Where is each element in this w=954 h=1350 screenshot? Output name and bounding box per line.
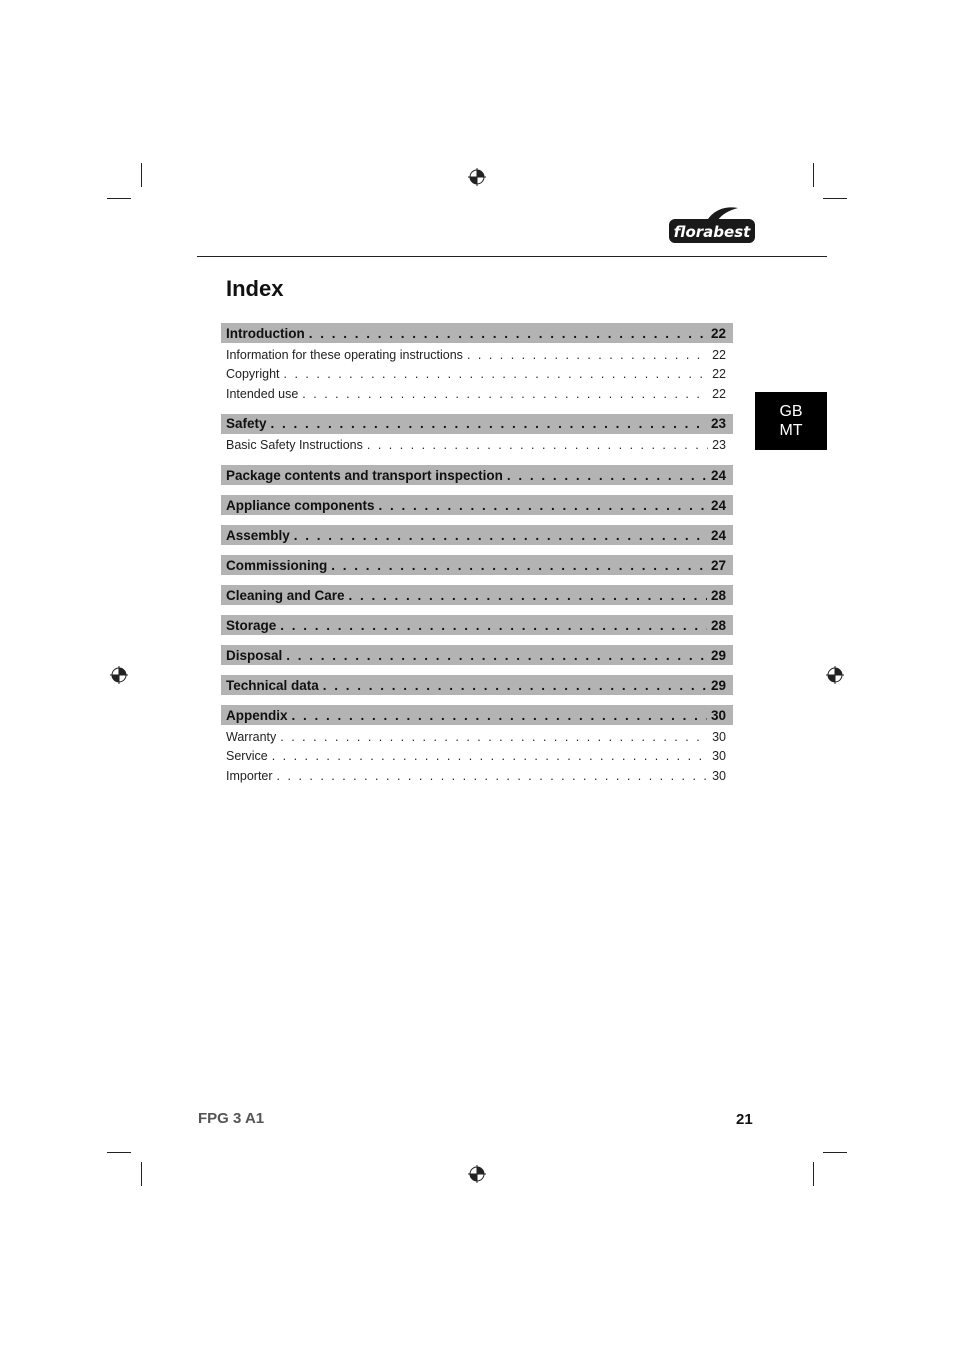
toc-entry-page: 30 [712, 729, 726, 744]
header-rule [197, 256, 827, 257]
toc-section [221, 615, 733, 635]
toc-section-heading[interactable] [221, 645, 733, 665]
toc-entry-label: Information for these operating instructions [226, 347, 463, 362]
toc-heading-page: 22 [710, 325, 726, 341]
dot-leader [507, 468, 707, 483]
model-number: FPG 3 A1 [198, 1110, 265, 1127]
toc-heading-label: Cleaning and Care [226, 587, 345, 603]
crop-mark [813, 1162, 814, 1186]
registration-mark-icon [468, 1165, 486, 1183]
toc-heading-label: Introduction [226, 325, 305, 341]
toc-section-heading[interactable] [221, 705, 733, 725]
toc-section-heading[interactable] [221, 555, 733, 575]
toc-heading-label: Commissioning [226, 557, 328, 573]
toc-section-heading[interactable] [221, 414, 733, 434]
toc-heading-label: Safety [226, 416, 267, 431]
toc-entry-label: Copyright [226, 367, 280, 382]
dot-leader [302, 387, 708, 401]
toc-heading-label: Disposal [226, 647, 283, 663]
page-title: Index [226, 276, 284, 301]
toc-section-heading[interactable] [221, 675, 733, 695]
crop-mark [823, 198, 847, 199]
toc-section [221, 675, 733, 695]
toc-section [221, 585, 733, 605]
toc-heading-label: Assembly [226, 527, 290, 543]
toc-subsection-entry[interactable] [221, 384, 733, 404]
toc-subsection-list [221, 725, 733, 786]
dot-leader [271, 416, 707, 431]
toc-entry-label: Intended use [226, 386, 299, 401]
toc-subsection-entry[interactable] [221, 436, 733, 456]
logo-wordmark: florabest [673, 223, 751, 241]
crop-mark [107, 1152, 131, 1153]
toc-subsection-entry[interactable] [221, 345, 733, 365]
toc-heading-page: 28 [710, 587, 726, 603]
toc-section-heading[interactable] [221, 525, 733, 545]
toc-heading-label: Package contents and transport inspection [226, 467, 503, 483]
dot-leader [280, 730, 708, 744]
toc-section [221, 555, 733, 575]
toc-entry-page: 22 [712, 367, 726, 382]
dot-leader [331, 558, 707, 573]
toc-heading-page: 29 [710, 677, 726, 693]
toc-entry-page: 30 [712, 749, 726, 764]
toc-entry-label: Importer [226, 768, 273, 783]
toc-heading-label: Appendix [226, 707, 288, 723]
language-code-gb: GB [779, 403, 803, 420]
toc-heading-page: 24 [710, 527, 726, 543]
toc-heading-page: 24 [710, 497, 726, 513]
registration-mark-icon [826, 666, 844, 684]
toc-heading-page: 27 [710, 557, 726, 573]
toc-section-heading[interactable] [221, 585, 733, 605]
toc-subsection-entry[interactable] [221, 727, 733, 747]
toc-subsection-list [221, 343, 733, 404]
dot-leader [323, 678, 707, 693]
dot-leader [379, 498, 707, 513]
dot-leader [367, 438, 708, 452]
toc-entry-label: Service [226, 749, 268, 764]
language-tab [755, 392, 827, 450]
toc-section [221, 495, 733, 515]
dot-leader [284, 367, 709, 381]
dot-leader [277, 769, 709, 783]
dot-leader [294, 528, 707, 543]
crop-mark [141, 163, 142, 187]
toc-subsection-entry[interactable] [221, 365, 733, 385]
toc-entry-page: 23 [712, 438, 726, 453]
crop-mark [107, 198, 131, 199]
toc-section [221, 645, 733, 665]
page-number: 21 [736, 1111, 753, 1128]
dot-leader [309, 326, 707, 341]
registration-mark-icon [468, 168, 486, 186]
toc-section-heading[interactable] [221, 615, 733, 635]
crop-mark [141, 1162, 142, 1186]
toc-subsection-entry[interactable] [221, 747, 733, 767]
language-code-mt: MT [779, 422, 803, 439]
toc-heading-label: Appliance components [226, 497, 375, 513]
toc-entry-page: 22 [712, 347, 726, 362]
toc-heading-label: Storage [226, 617, 277, 633]
toc-heading-page: 23 [710, 416, 726, 431]
toc-heading-page: 28 [710, 617, 726, 633]
crop-mark [823, 1152, 847, 1153]
toc-entry-page: 22 [712, 386, 726, 401]
dot-leader [280, 618, 707, 633]
toc-heading-page: 29 [710, 647, 726, 663]
toc-entry-page: 30 [712, 768, 726, 783]
dot-leader [286, 648, 707, 663]
dot-leader [349, 588, 707, 603]
florabest-logo [668, 206, 758, 246]
toc-entry-label: Basic Safety Instructions [226, 438, 363, 453]
dot-leader [292, 708, 707, 723]
toc-heading-page: 24 [710, 467, 726, 483]
toc-heading-label: Technical data [226, 677, 319, 693]
toc-entry-label: Warranty [226, 729, 277, 744]
toc-section-heading[interactable] [221, 495, 733, 515]
registration-mark-icon [110, 666, 128, 684]
dot-leader [467, 348, 708, 362]
toc-subsection-entry[interactable] [221, 766, 733, 786]
toc-section-heading[interactable] [221, 465, 733, 485]
toc-section [221, 414, 733, 456]
toc-subsection-list [221, 434, 733, 456]
toc-section [221, 323, 733, 404]
dot-leader [272, 749, 708, 763]
crop-mark [813, 163, 814, 187]
table-of-contents [221, 323, 733, 796]
toc-section-heading[interactable] [221, 323, 733, 343]
toc-section [221, 705, 733, 786]
toc-heading-page: 30 [710, 707, 726, 723]
toc-section [221, 525, 733, 545]
toc-section [221, 465, 733, 485]
